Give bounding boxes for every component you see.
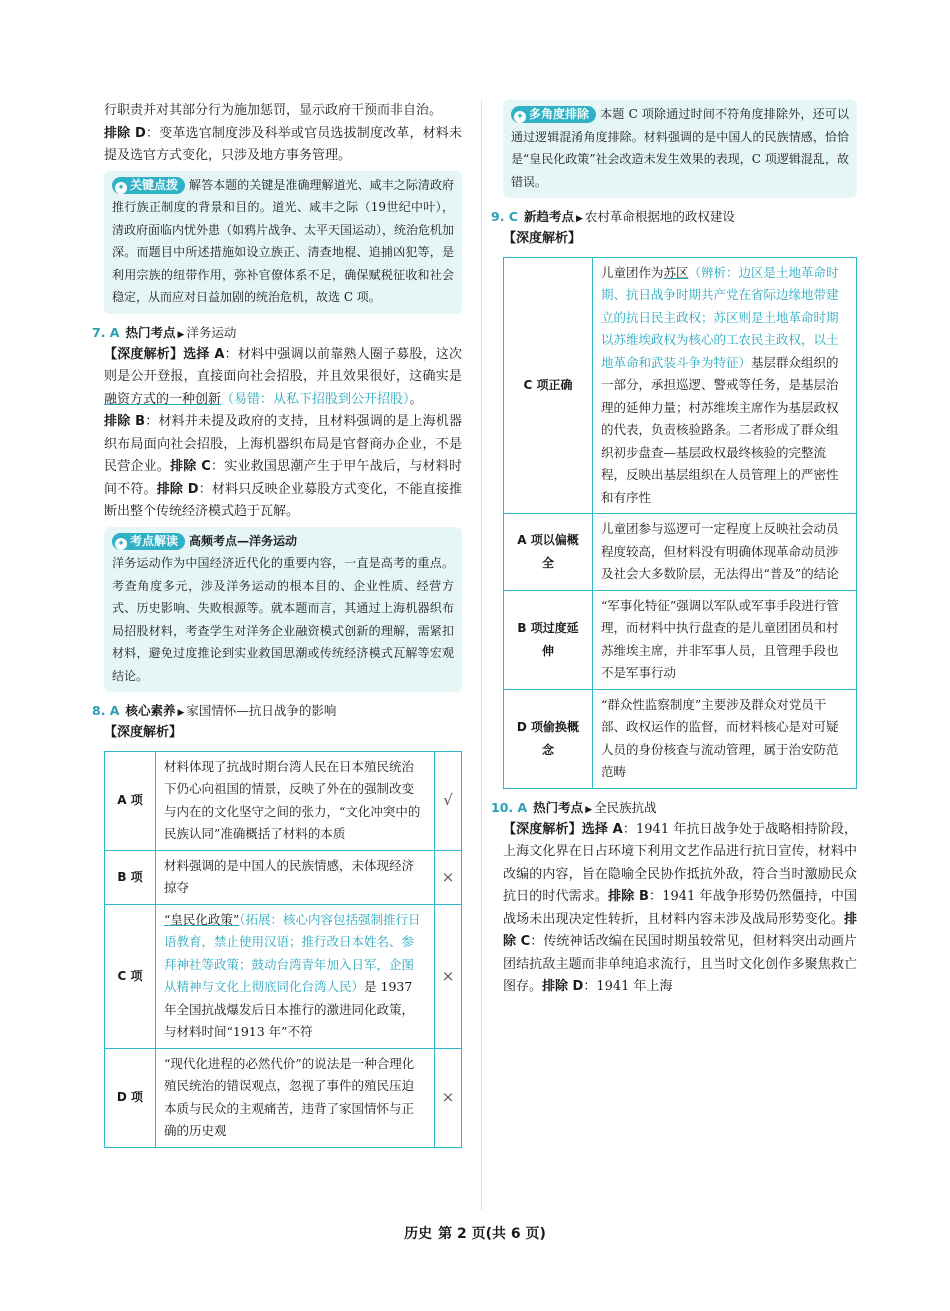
tip-text: 本题 C 项除通过时间不符角度排除外，还可以通过逻辑混淆角度排除。材料强调的是中国人的民族情感，恰恰是“皇民化政策”社会改造未发生效果的表现，C 项逻辑混乱，故错误。 [511, 107, 849, 189]
question-header [491, 207, 857, 225]
page-footer [0, 1223, 950, 1243]
text: ：1941 年抗日战争处于战略相持阶段，上海文化界在日占环境下利用文艺作品进行抗日宣传，材料中改编的内容，旨在隐喻全民协作抵抗外敌，符合当时激励民众抗日的时代需求。 [503, 821, 858, 904]
badge-label: 考点解读 [130, 533, 179, 548]
triangle-icon: ▶ [177, 329, 185, 340]
analysis-table [104, 751, 462, 1148]
option-label: B 项 [105, 850, 156, 904]
tip-text: 洋务运动作为中国经济近代化的重要内容，一直是高考的重点。考查角度多元，涉及洋务运动的根本目的、企业性质、经营方式、历史影响、失败根源等。就本题而言，其通过上海机器织布局招股材料，考查学生对洋务企业融资模式创新的理解，需紧扣材料，避免过度推论到实业救国思潮或传统经济模式瓦解等宏观结论。 [112, 556, 454, 683]
table-row [504, 257, 857, 514]
exclude-label: 排除 C [503, 911, 857, 949]
underlined-text: “皇民化政策” [164, 911, 240, 927]
tip-badge [112, 177, 185, 194]
topic: 洋务运动 [186, 324, 237, 340]
exclude-label: 排除 D [542, 979, 584, 994]
tip-badge [511, 106, 596, 123]
option-text: “现代化进程的必然代价”的说法是一种合理化殖民统治的错误观点，忽视了事件的殖民压迫本质与民众的主观痛苦，违背了家国情怀与正确的历史观 [156, 1048, 435, 1147]
paragraph [104, 123, 462, 168]
exclude-label: 排除 D [104, 125, 146, 141]
note-text: （拓展：核心内容包括强制推行日语教育，禁止使用汉语；推行改日本姓名、参拜神社等政策；鼓动台湾青年加入日军，企图从精神与文化上彻底同化台湾人民） [164, 911, 421, 994]
paragraph [104, 411, 462, 524]
option-label: D 项偷换概念 [504, 689, 593, 788]
option-label: C 项 [105, 904, 156, 1048]
triangle-icon: ▶ [585, 804, 593, 815]
option-text: 材料强调的是中国人的民族情感，未体现经济掠夺 [156, 850, 435, 904]
option-text: “军事化特征”强调以军队或军事手段进行管理，而材料中执行盘查的是儿童团团员和村苏维埃主席，并非军事人员，且管理手段也不是军事行动 [593, 590, 857, 689]
question-number: 7. A [92, 324, 120, 340]
exclude-label: 排除 C [170, 459, 211, 474]
left-column [92, 100, 462, 1148]
kp-label: 热门考点 [533, 799, 584, 815]
question-number: 9. C [491, 209, 518, 224]
question-number: 8. A [92, 703, 120, 718]
topic: 农村革命根据地的政权建设 [584, 209, 735, 224]
footer-subject: 历史 [404, 1226, 433, 1242]
tip-title: 高频考点—洋务运动 [189, 533, 298, 548]
badge-label: 多角度排除 [529, 107, 590, 121]
cross-mark: × [435, 850, 462, 904]
multi-angle-box [503, 100, 857, 198]
option-text: 材料体现了抗战时期台湾人民在日本殖民统治下仍心向祖国的情景，反映了外在的强制改变与内在的文化坚守之间的张力，“文化冲突中的民族认同”准确概括了材料的本质 [156, 751, 435, 850]
check-mark: √ [435, 751, 462, 850]
paragraph: 行职责并对其部分行为施加惩罚，显示政府干预而非自治。 [104, 103, 443, 118]
paragraph-text: ：变革选官制度涉及科举或官员选拔制度改革，材料未提及选官方式变化，只涉及地方事务管理。 [104, 125, 462, 163]
option-text: 基层群众组织的一部分，承担巡逻、警戒等任务，是基层治理的延伸力量；村苏维埃主席作为基层政权的代表，负责核验路条。二者形成了群众组织初步盘查—基层政权最终核验的完整流程，反映出基层组织在人员管理上的严密性和有序性 [601, 354, 839, 505]
analysis-label: 【深度解析】 [503, 231, 582, 246]
text: 。 [409, 391, 423, 407]
text: ：材料中强调以前靠熟人圈子募股，这次则是公开登报，直接面向社会招股，并且效果很好，这确实是 [104, 346, 462, 384]
text: ：材料只反映企业募股方式变化，不能直接推断出整个传统经济模式趋于瓦解。 [104, 481, 462, 519]
analysis-label: 【深度解析】选择 A [503, 821, 623, 837]
bulb-icon: ✦ [514, 111, 526, 123]
analysis-label: 【深度解析】 [104, 725, 183, 740]
note-text: （辨析：边区是土地革命时期、抗日战争时期共产党在省际边缘地带建立的抗日民主政权；苏区则是土地革命时期以苏维埃政权为核心的工农民主政权，以土地革命和武装斗争为特征） [601, 264, 839, 370]
question-number: 10. A [491, 799, 528, 815]
option-cell [593, 257, 857, 514]
right-column [491, 100, 858, 999]
question-header [491, 798, 857, 816]
text: ：传统神话改编在民国时期虽较常见，但材料突出动画片团结抗敌主题而非单纯追求流行，且当时文化创作多聚焦救亡图存。 [503, 934, 857, 994]
exclude-label: 排除 B [104, 414, 146, 429]
topic: 全民族抗战 [594, 799, 657, 815]
footer-page-number: 第 2 页(共 6 页) [438, 1226, 546, 1242]
option-text: “群众性监察制度”主要涉及群众对党员干部、政权运作的监督，而材料核心是对可疑人员的身份核查与流动管理，属于治安防范范畴 [593, 689, 857, 788]
topic: 家国情怀—抗日战争的影响 [186, 703, 337, 718]
question-header [92, 701, 462, 719]
underlined-text: 苏区 [663, 264, 689, 280]
key-tip-box [104, 171, 462, 314]
underlined-text: 融资方式的一种创新 [104, 391, 222, 407]
option-label: A 项 [105, 751, 156, 850]
tip-title-line [112, 530, 454, 553]
tip-paragraph [511, 103, 849, 193]
text: ：材料并未提及政府的支持，且材料强调的是上海机器织布局面向社会招股，上海机器织布局是官督商办企业，不是民营企业。 [104, 414, 462, 474]
note-text: （易错：从私下招股到公开招股） [221, 391, 410, 407]
cross-mark: × [435, 904, 462, 1048]
table-row [105, 1048, 462, 1147]
option-label: D 项 [105, 1048, 156, 1147]
bulb-icon: ✦ [115, 538, 127, 550]
table-row [105, 751, 462, 850]
column-divider [481, 100, 482, 1210]
kp-label: 热门考点 [125, 324, 176, 340]
text: ：1941 年上海 [583, 979, 673, 994]
table-row [504, 689, 857, 788]
table-row [504, 590, 857, 689]
analysis-table [503, 257, 857, 789]
option-label: B 项过度延伸 [504, 590, 593, 689]
question-header [92, 323, 462, 341]
tip-text: 解答本题的关键是准确理解道光、咸丰之际清政府推行族正制度的背景和目的。道光、咸丰之际（19世纪中叶），清政府面临内忧外患（如鸦片战争、太平天国运动），统治危机加深。而题目中所述措施如设立族正、清查地棍、追捕凶犯等，是利用宗族的纽带作用，弥补官僚体系不足，确保赋税征收和社会稳定，从而应对日益加剧的统治危机，故选 C 项。 [112, 177, 455, 304]
text: ：1941 年战争形势仍然僵持，中国战场未出现决定性转折，且材料内容未涉及战局形势变化。 [503, 889, 858, 927]
tip-paragraph [112, 174, 454, 309]
option-text: 儿童团作为 [601, 264, 664, 280]
table-row [504, 514, 857, 591]
kp-label: 新趋考点 [523, 209, 574, 224]
tip-badge [112, 533, 185, 550]
analysis-paragraph [503, 819, 857, 999]
option-text: 儿童团参与巡逻可一定程度上反映社会动员程度较高，但材料没有明确体现革命动员涉及社会大多数阶层，无法得出“普及”的结论 [593, 514, 857, 591]
analysis-label: 【深度解析】选择 A [104, 346, 225, 362]
text: ：实业救国思潮产生于甲午战后，与材料时间不符。 [104, 459, 462, 497]
kp-interpret-box [104, 527, 462, 693]
option-label: C 项正确 [504, 257, 593, 514]
triangle-icon: ▶ [576, 214, 583, 224]
option-label: A 项以偏概全 [504, 514, 593, 591]
badge-label: 关键点拨 [130, 177, 179, 192]
bulb-icon: ✦ [115, 182, 127, 194]
triangle-icon: ▶ [177, 708, 185, 718]
option-text: 是 1937 年全国抗战爆发后日本推行的激进同化政策，与材料时间“1913 年”不符 [164, 979, 415, 1039]
exclude-label: 排除 D [156, 481, 199, 497]
kp-label: 核心素养 [125, 703, 176, 718]
cross-mark: × [435, 1048, 462, 1147]
analysis-paragraph [104, 344, 462, 412]
option-cell [156, 904, 435, 1048]
table-row [105, 904, 462, 1048]
table-row [105, 850, 462, 904]
exclude-label: 排除 B [608, 889, 649, 904]
